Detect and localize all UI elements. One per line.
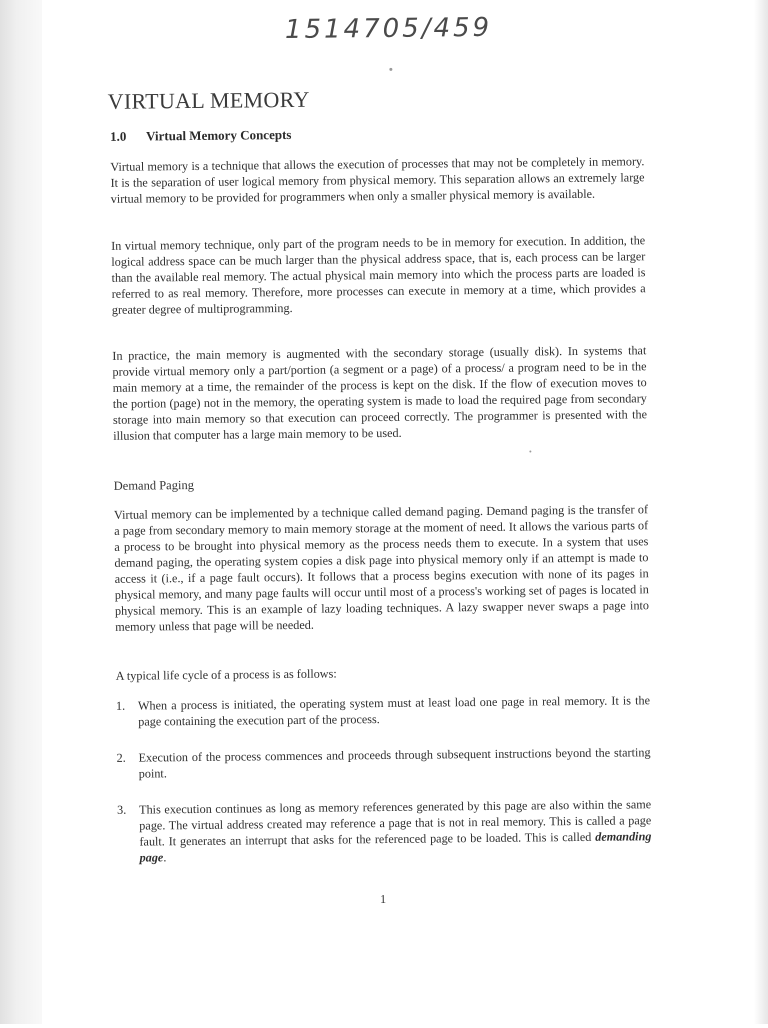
- list-marker: 2.: [116, 750, 126, 765]
- subsection-heading: Demand Paging: [113, 477, 194, 493]
- list-marker: 3.: [117, 802, 127, 817]
- paragraph-technique: In virtual memory technique, only part of the program needs to be in memory for execution. In addition, the logical address space can be much larger than the physical address space, that is, each process can be larger than the available real memory. The actual physical main memory into which the process parts are loaded is referred to as real memory. Therefore, more processes can execute in memory at a time, which provides a greater degree of multiprogramming.: [111, 233, 646, 317]
- paragraph-practice: In practice, the main memory is augmented with the secondary storage (usually disk). In systems that provide virtual memory only a part/portion (a segment or a page) of a process/ a program need to be in the main memory at a time, the remainder of the process is kept on the disk. If the flow of execution moves to the portion (page) not in the memory, the operating system is made to load the required page from secondary storage into main memory so that execution can proceed correctly. The programmer is presented with the illusion that computer has a large main memory to be used.: [112, 343, 648, 443]
- scan-speck: [529, 450, 531, 452]
- paragraph-intro: Virtual memory is a technique that allows the execution of processes that may not be completely in memory. It is the separation of user logical memory from physical memory. This separation allows an extremely large virtual memory to be provided for programmers when only a smaller physical memory is available.: [110, 154, 645, 206]
- list-item: [117, 796, 652, 866]
- section-heading: [110, 127, 292, 145]
- section-number: 1.0: [109, 128, 127, 144]
- lifecycle-intro: A typical life cycle of a process is as follows:: [115, 666, 337, 683]
- list-item: [116, 692, 650, 730]
- handwritten-note: 1514705/459: [284, 12, 493, 46]
- list-marker: 1.: [115, 698, 126, 713]
- paragraph-demand-paging: Virtual memory can be implemented by a technique called demand paging. Demand paging is the transfer of a page from secondary memory to main memory storage at the moment of need. It allows the various parts of a process to be brought into physical memory as the process needs them to execute. In a system that uses demand paging, the operating system copies a disk page into physical memory only if an attempt is made to access it (i.e., if a page fault occurs). It follows that a process begins execution with none of its pages in physical memory, and many page faults will occur until most of a process's working set of pages is located in physical memory. This is an example of lazy loading techniques. A lazy swapper never swaps a page into memory unless that page will be needed.: [113, 502, 650, 634]
- list-item-text: When a process is initiated, the operating system must at least load one page in real memory. It is the page containing the execution part of the process.: [137, 693, 651, 729]
- list-item-text: This execution continues as long as memory references generated by this page are also within the same page. The virtual address created may reference a page that is not in real memory. This is called a page fault. It generates an interrupt that asks for the referenced page to be loaded. This is called: [139, 797, 652, 849]
- list-item-suffix: .: [163, 850, 167, 865]
- page-number: 1: [379, 892, 387, 907]
- lifecycle-list: [116, 692, 652, 886]
- page-title: VIRTUAL MEMORY: [107, 86, 310, 114]
- emphasized-term: demanding page: [139, 829, 652, 865]
- list-item-text: Execution of the process commences and proceeds through subsequent instructions beyond the starting point.: [138, 745, 651, 781]
- list-item: [116, 744, 650, 782]
- section-title: Virtual Memory Concepts: [145, 126, 292, 144]
- scan-speck: [389, 68, 392, 71]
